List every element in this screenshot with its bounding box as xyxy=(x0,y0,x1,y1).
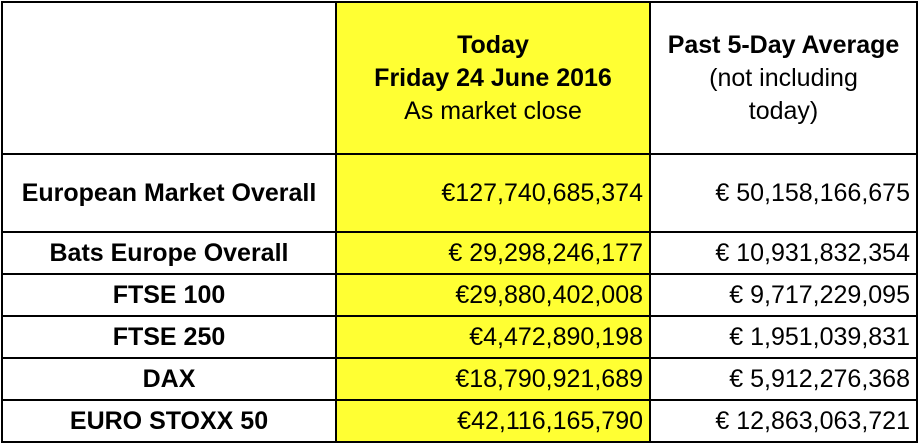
row-today-value: €4,472,890,198 xyxy=(336,316,650,358)
table-row xyxy=(2,400,917,442)
table-row xyxy=(2,232,917,274)
header-empty-cell xyxy=(2,2,336,154)
header-today-title: Today xyxy=(457,30,529,59)
header-today-date: Friday 24 June 2016 xyxy=(374,63,612,92)
row-today-value: €18,790,921,689 xyxy=(336,358,650,400)
row-label: EURO STOXX 50 xyxy=(2,400,336,442)
table-row xyxy=(2,316,917,358)
row-label: FTSE 100 xyxy=(2,274,336,316)
table-row xyxy=(2,154,917,232)
table-row xyxy=(2,274,917,316)
row-avg-value: € 12,863,063,721 xyxy=(650,400,917,442)
row-label: Bats Europe Overall xyxy=(2,232,336,274)
header-avg-title: Past 5-Day Average xyxy=(667,30,900,59)
row-avg-value: € 1,951,039,831 xyxy=(650,316,917,358)
row-today-value: € 29,298,246,177 xyxy=(336,232,650,274)
row-avg-value: € 5,912,276,368 xyxy=(650,358,917,400)
row-avg-value: € 50,158,166,675 xyxy=(650,154,917,232)
header-avg-note-2: today) xyxy=(748,96,819,125)
row-avg-value: € 9,717,229,095 xyxy=(650,274,917,316)
row-label: FTSE 250 xyxy=(2,316,336,358)
header-today-note: As market close xyxy=(404,96,582,125)
header-today-cell xyxy=(336,2,650,154)
row-today-value: €29,880,402,008 xyxy=(336,274,650,316)
row-label: European Market Overall xyxy=(2,154,336,232)
header-avg-cell xyxy=(650,2,917,154)
row-today-value: €42,116,165,790 xyxy=(336,400,650,442)
row-label: DAX xyxy=(2,358,336,400)
header-avg-note-1: (not including xyxy=(709,63,858,92)
row-today-value: €127,740,685,374 xyxy=(336,154,650,232)
header-row xyxy=(2,2,917,154)
row-avg-value: € 10,931,832,354 xyxy=(650,232,917,274)
market-volume-table xyxy=(1,1,918,443)
table-row xyxy=(2,358,917,400)
